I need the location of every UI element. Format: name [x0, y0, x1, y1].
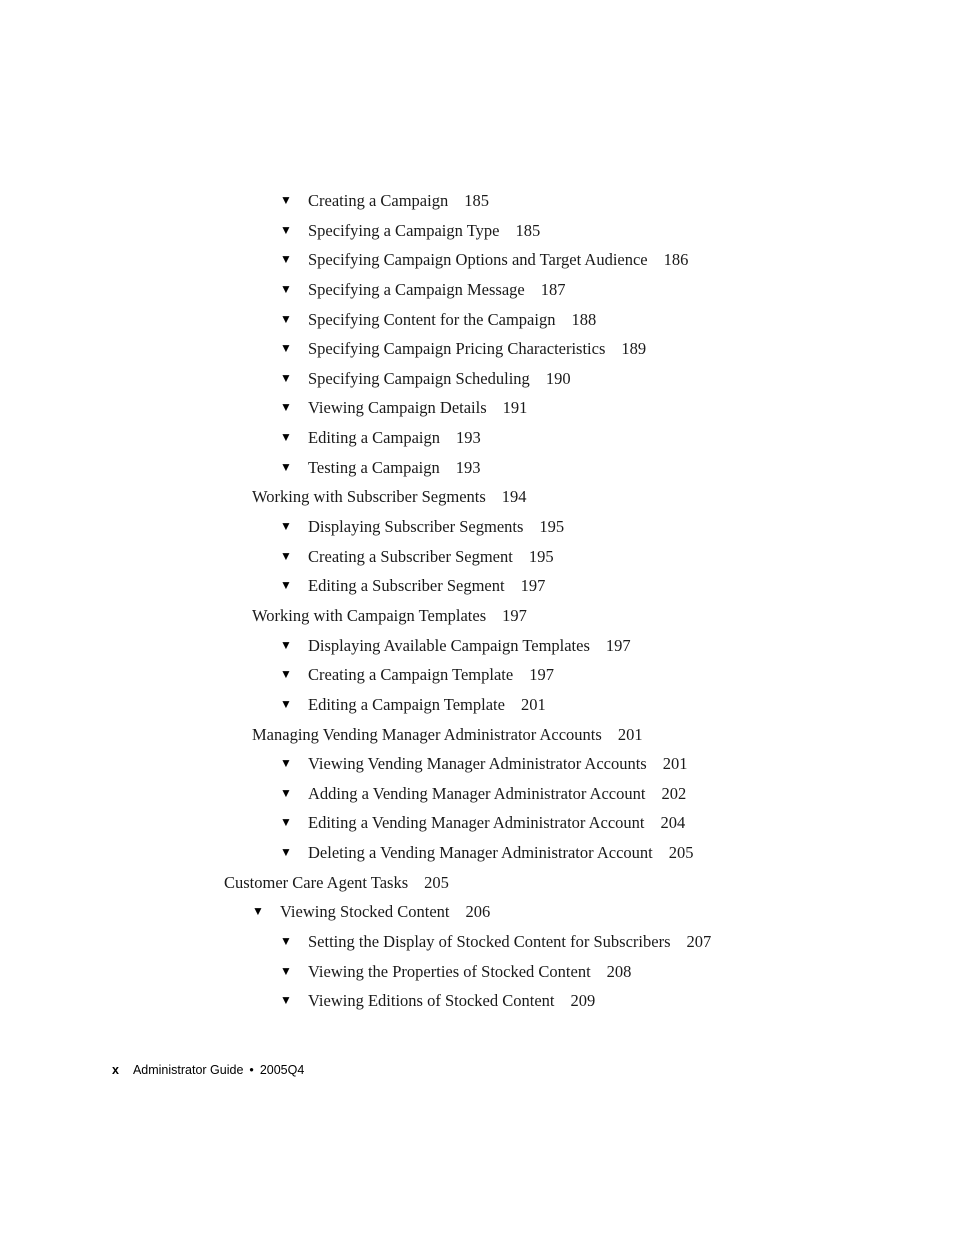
toc-entry-title: Specifying Campaign Options and Target Audience	[308, 250, 648, 270]
toc-entry-title: Creating a Subscriber Segment	[308, 546, 513, 566]
toc-entry[interactable]	[0, 334, 954, 364]
toc-entry-title: Viewing Stocked Content	[280, 902, 450, 922]
toc-entry-page: 185	[515, 220, 541, 240]
toc-entry-page: 202	[661, 783, 687, 803]
toc-entry[interactable]	[0, 927, 954, 957]
triangle-bullet-icon: ▼	[280, 311, 292, 326]
toc-entry-title: Displaying Subscriber Segments	[308, 517, 524, 537]
toc-section-title: Working with Subscriber Segments	[252, 487, 486, 507]
toc-entry-page: 193	[455, 457, 481, 477]
toc-entry-title: Specifying Content for the Campaign	[308, 309, 556, 329]
triangle-bullet-icon: ▼	[280, 430, 292, 445]
toc-entry[interactable]	[0, 957, 954, 987]
toc-entry-page: 190	[545, 368, 571, 388]
toc-entry[interactable]	[0, 393, 954, 423]
toc-entry[interactable]	[0, 749, 954, 779]
toc-entry-page: 204	[660, 813, 686, 833]
triangle-bullet-icon: ▼	[280, 785, 292, 800]
triangle-bullet-icon: ▼	[280, 193, 292, 207]
triangle-bullet-icon: ▼	[280, 637, 292, 652]
footer-separator: •	[249, 1063, 254, 1077]
toc-entry[interactable]	[0, 305, 954, 335]
toc-entry-title: Editing a Vending Manager Administrator Account	[308, 813, 645, 833]
toc-entry-page: 195	[539, 517, 565, 537]
toc-entry-page: 186	[663, 250, 689, 270]
toc-entry[interactable]	[0, 275, 954, 305]
toc-entry-title: Viewing Campaign Details	[308, 398, 487, 418]
toc-entry[interactable]	[0, 897, 954, 927]
triangle-bullet-icon: ▼	[280, 963, 292, 978]
toc-entry[interactable]	[0, 364, 954, 394]
toc-entry-title: Specifying a Campaign Message	[308, 279, 525, 299]
toc-entry-page: 206	[465, 902, 491, 922]
toc-entry-page: 188	[571, 309, 597, 329]
toc-entry[interactable]	[0, 453, 954, 483]
toc-entry-page: 189	[621, 339, 647, 359]
toc-entry-title: Specifying Campaign Pricing Characteristics	[308, 339, 606, 359]
toc-entry-title: Displaying Available Campaign Templates	[308, 635, 590, 655]
toc-entry-title: Viewing Vending Manager Administrator Accounts	[308, 754, 647, 774]
triangle-bullet-icon: ▼	[280, 845, 292, 860]
toc-entry[interactable]	[0, 216, 954, 246]
toc-section-page: 205	[424, 872, 449, 892]
triangle-bullet-icon: ▼	[280, 993, 292, 1008]
page-footer	[112, 1063, 304, 1077]
toc-entry-title: Editing a Subscriber Segment	[308, 576, 505, 596]
toc-entry[interactable]	[0, 245, 954, 275]
triangle-bullet-icon: ▼	[280, 578, 292, 593]
triangle-bullet-icon: ▼	[280, 667, 292, 682]
book-edition: 2005Q4	[259, 1063, 305, 1077]
triangle-bullet-icon: ▼	[280, 252, 292, 267]
toc-entry-page: 201	[520, 694, 546, 714]
toc-entry-title: Editing a Campaign Template	[308, 694, 505, 714]
toc-entry-title: Viewing Editions of Stocked Content	[308, 991, 555, 1011]
toc-entry-page: 208	[606, 961, 632, 981]
toc-section-title: Managing Vending Manager Administrator Accounts	[252, 724, 602, 744]
toc-entry-page: 193	[455, 428, 481, 448]
toc-entry-title: Specifying Campaign Scheduling	[308, 368, 530, 388]
triangle-bullet-icon: ▼	[280, 548, 292, 563]
toc-section-title: Customer Care Agent Tasks	[224, 872, 409, 892]
triangle-bullet-icon: ▼	[280, 459, 292, 474]
toc-entry[interactable]	[0, 838, 954, 868]
toc-entry-page: 207	[686, 932, 712, 952]
toc-entry-page: 197	[529, 665, 554, 685]
toc-section[interactable]	[0, 482, 954, 512]
triangle-bullet-icon: ▼	[280, 341, 292, 356]
triangle-bullet-icon: ▼	[280, 696, 292, 711]
toc-entry[interactable]	[0, 986, 954, 1016]
toc-entry-title: Adding a Vending Manager Administrator Account	[308, 783, 646, 803]
toc-chapter-section[interactable]	[0, 868, 954, 898]
triangle-bullet-icon: ▼	[280, 370, 292, 385]
triangle-bullet-icon: ▼	[280, 756, 292, 771]
toc-entry[interactable]	[0, 571, 954, 601]
toc-entry[interactable]	[0, 690, 954, 720]
toc-section[interactable]	[0, 720, 954, 750]
toc-section-page: 201	[617, 724, 643, 744]
toc-section-page: 197	[502, 605, 527, 625]
triangle-bullet-icon: ▼	[280, 222, 292, 237]
triangle-bullet-icon: ▼	[280, 400, 292, 415]
triangle-bullet-icon: ▼	[280, 815, 292, 830]
toc-entry-title: Deleting a Vending Manager Administrator Account	[308, 843, 653, 863]
page-folio: x	[112, 1063, 119, 1077]
toc-section-title: Working with Campaign Templates	[252, 605, 487, 625]
toc-entry[interactable]	[0, 660, 954, 690]
triangle-bullet-icon: ▼	[280, 519, 292, 534]
toc-entry-title: Setting the Display of Stocked Content for Subscribers	[308, 932, 671, 952]
toc-entry-page: 197	[605, 635, 631, 655]
toc-entry[interactable]	[0, 512, 954, 542]
toc-entry-page: 209	[570, 991, 596, 1011]
triangle-bullet-icon: ▼	[280, 281, 292, 296]
toc-entry[interactable]	[0, 542, 954, 572]
toc-section-page: 194	[501, 487, 527, 507]
triangle-bullet-icon: ▼	[280, 934, 292, 949]
toc-entry-title: Creating a Campaign Template	[308, 665, 514, 685]
toc-entry[interactable]	[0, 423, 954, 453]
toc-entry-title: Creating a Campaign	[308, 191, 449, 210]
toc-entry[interactable]	[0, 631, 954, 661]
toc-entry-page: 187	[540, 279, 566, 299]
toc-entry-page: 205	[668, 843, 694, 863]
toc-entry[interactable]	[0, 779, 954, 809]
toc-entry[interactable]	[0, 808, 954, 838]
triangle-bullet-icon: ▼	[252, 904, 264, 919]
toc-entry-title: Editing a Campaign	[308, 428, 440, 448]
toc-entry-page: 185	[464, 191, 489, 210]
toc-entry-title: Specifying a Campaign Type	[308, 220, 500, 240]
toc-entry-page: 195	[528, 546, 554, 566]
toc-entry-page: 201	[662, 754, 688, 774]
table-of-contents	[0, 186, 954, 1016]
toc-entry-title: Testing a Campaign	[308, 457, 440, 477]
book-title: Administrator Guide	[132, 1063, 244, 1077]
toc-entry-page: 191	[502, 398, 528, 418]
toc-entry[interactable]	[0, 186, 954, 216]
toc-section[interactable]	[0, 601, 954, 631]
toc-entry-title: Viewing the Properties of Stocked Content	[308, 961, 591, 981]
toc-entry-page: 197	[520, 576, 546, 596]
